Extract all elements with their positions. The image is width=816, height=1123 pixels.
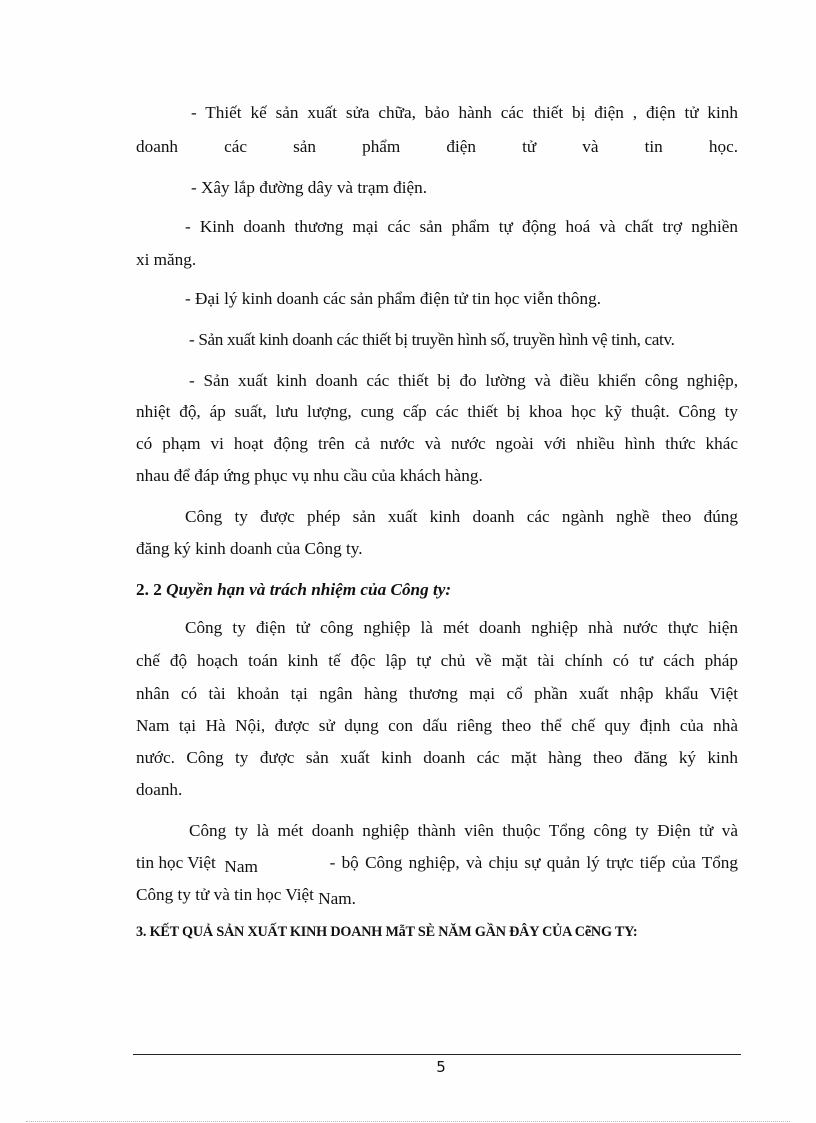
paragraph-line — [136, 684, 738, 704]
paragraph-line — [189, 371, 738, 391]
section-heading-3: 3. KẾT QUẢ SẢN XUẤT KINH DOANH MẫT SÈ NĂM GẦN ĐÂY CỦA CẽNG TY: — [136, 924, 638, 940]
paragraph-line — [136, 853, 738, 876]
paragraph-line: doanh các sản phẩm điện tử và tin học. — [136, 137, 738, 156]
paragraph-line — [191, 103, 738, 123]
section-number: 2. 2 — [136, 580, 162, 599]
page-break-dotted-line — [26, 1121, 790, 1122]
paragraph-line — [136, 748, 738, 768]
text: . — [351, 889, 356, 908]
text: nhân có tài khoản tại ngân hàng thương mại cổ phần xuất nhập khẩu Việt — [136, 684, 738, 703]
text: tin học Việt Nam — [136, 853, 258, 876]
paragraph-line: - Sản xuất kinh doanh các thiết bị truyền hình số, truyền hình vệ tinh, catv. — [189, 330, 675, 349]
text: Công ty tử và tin học Việt — [136, 885, 314, 904]
text: chế độ hoạch toán kinh tế độc lập tự chủ về mặt tài chính có tư cách pháp — [136, 651, 738, 670]
text: có phạm vi hoạt động trên cả nước và nước ngoài với nhiều hình thức khác — [136, 434, 738, 453]
paragraph-line — [185, 618, 738, 638]
paragraph-line — [185, 217, 738, 237]
text: Công ty điện tử công nghiệp là mét doanh nghiệp nhà nước thực hiện — [185, 618, 738, 637]
text: - bộ Công nghiệp, và chịu sự quản lý trực tiếp của Tổng — [329, 853, 738, 872]
text: - Thiết kế sản xuất sửa chữa, bảo hành các thiết bị điện , điện tử kinh — [191, 103, 738, 122]
paragraph-line: xi măng. — [136, 250, 197, 269]
paragraph-line — [136, 651, 738, 671]
paragraph-line — [136, 402, 738, 422]
text-nam: Nam — [318, 889, 352, 908]
text: Nam tại Hà Nội, được sử dụng con dấu riêng theo thể chế quy định của nhà — [136, 716, 738, 735]
paragraph-line — [185, 507, 738, 527]
text: - Sản xuất kinh doanh các thiết bị đo lường và điều khiển công nghiệp, — [189, 371, 738, 390]
paragraph-line: doanh. — [136, 780, 183, 799]
paragraph-line: - Đại lý kinh doanh các sản phẩm điện tử tin học viễn thông. — [185, 289, 601, 308]
text: nước. Công ty được sản xuất kinh doanh các mặt hàng theo đăng ký kinh — [136, 748, 738, 767]
paragraph-line — [189, 821, 738, 841]
paragraph-line: đăng ký kinh doanh của Công ty. — [136, 539, 363, 558]
paragraph-line: - Xây lắp đường dây và trạm điện. — [191, 178, 428, 197]
paragraph-line — [136, 434, 738, 454]
text: Công ty được phép sản xuất kinh doanh các ngành nghề theo đúng — [185, 507, 738, 526]
paragraph-line — [136, 716, 738, 736]
text-nam: Nam — [224, 857, 258, 876]
footer-rule — [133, 1054, 741, 1055]
section-title: Quyền hạn và trách nhiệm của Công ty: — [166, 580, 452, 599]
text: - Kinh doanh thương mại các sản phẩm tự động hoá và chất trợ nghiền — [185, 217, 738, 236]
text: nhiệt độ, áp suất, lưu lượng, cung cấp các thiết bị khoa học kỹ thuật. Công ty — [136, 402, 738, 421]
text: Công ty là mét doanh nghiệp thành viên thuộc Tổng công ty Điện tử và — [189, 821, 738, 840]
page-number: 5 — [436, 1058, 446, 1076]
paragraph-line — [136, 885, 738, 908]
paragraph-line: nhau để đáp ứng phục vụ nhu cầu của khách hàng. — [136, 466, 483, 485]
section-heading-2-2 — [136, 580, 738, 600]
